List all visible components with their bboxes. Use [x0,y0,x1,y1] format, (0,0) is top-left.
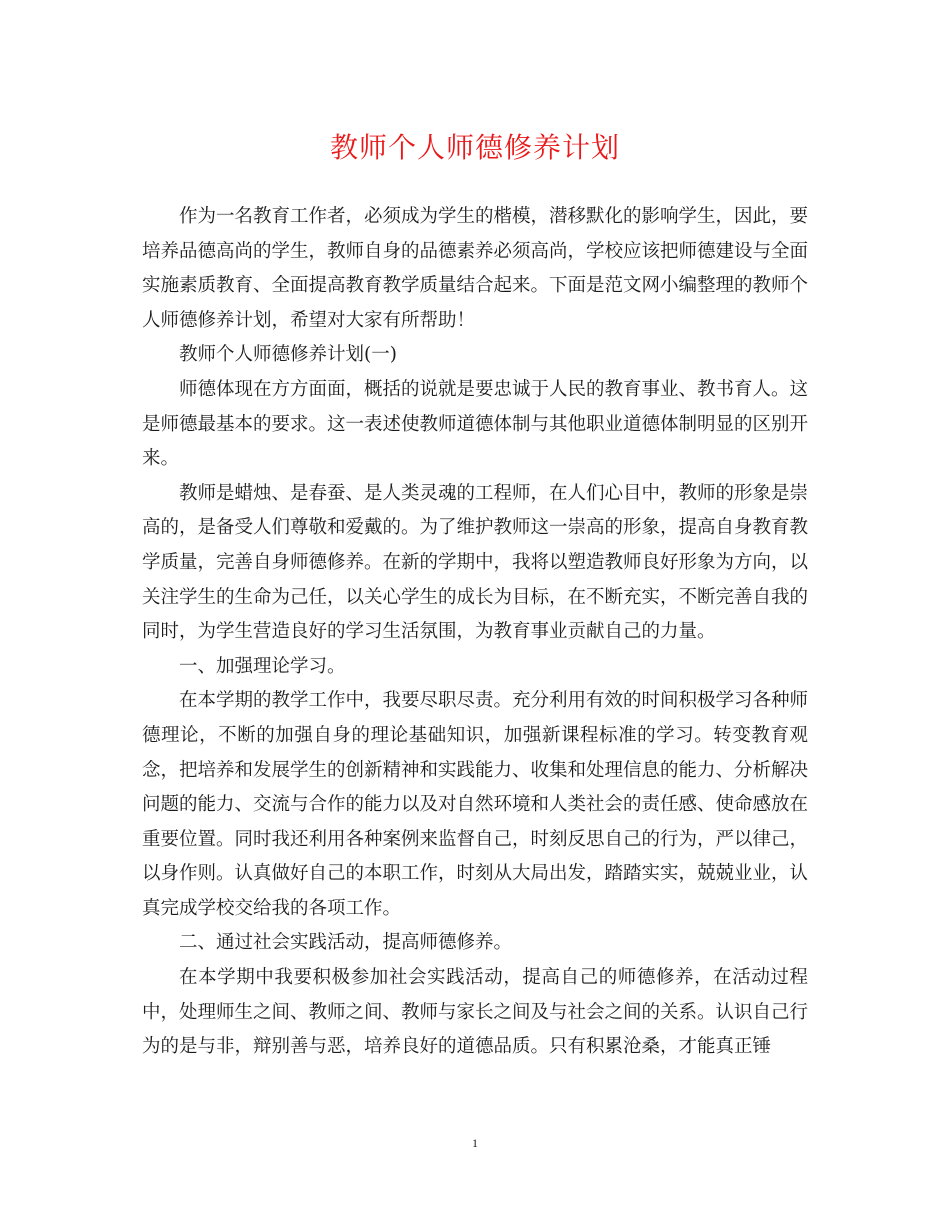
paragraph-intro: 作为一名教育工作者，必须成为学生的楷模，潜移默化的影响学生，因此，要培养品德高尚的学生，教师自身的品德素养必须高尚，学校应该把师德建设与全面实施素质教育、全面提高教育教学质量结合起来。下面是范文网小编整理的教师个人师德修养计划，希望对大家有所帮助！ [142,206,809,331]
document-body [142,200,808,1065]
paragraph-social-practice: 在本学期中我要积极参加社会实践活动，提高自己的师德修养，在活动过程中，处理师生之间、教师之间、教师与家长之间及与社会之间的关系。认识自己行为的是与非，辩别善与恶，培养良好的道德品质。只有积累沧桑，才能真正锤 [142,967,809,1058]
section-heading-theory-study: 一、加强理论学习。 [179,655,346,677]
paragraph-ethics-overview: 师德体现在方方面面，概括的说就是要忠诚于人民的教育事业、教书育人。这是师德最基本的要求。这一表述使教师道德体制与其他职业道德体制明显的区别开来。 [142,378,809,470]
paragraph-theory-study: 在本学期的教学工作中，我要尽职尽责。充分利用有效的时间积极学习各种师德理论，不断的加强自身的理论基础知识，加强新课程标准的学习。转变教育观念，把培养和发展学生的创新精神和实践能力、收集和处理信息的能力、分析解决问题的能力、交流与合作的能力以及对自然环境和人类社会的责任感、使命感放在重要位置。同时我还利用各种案例来监督自己，时刻反思自己的行为，严以律己，以身作则。认真做好自己的本职工作，时刻从大局出发，踏踏实实，兢兢业业，认真完成学校交给我的各项工作。 [142,690,809,919]
page-number: 1 [472,1136,478,1150]
paragraph-plan-heading: 教师个人师德修养计划(一) [179,344,397,366]
document-title: 教师个人师德修养计划 [329,131,620,164]
section-heading-social-practice: 二、通过社会实践活动，提高师德修养。 [179,932,513,954]
paragraph-teacher-image: 教师是蜡烛、是春蚕、是人类灵魂的工程师，在人们心目中，教师的形象是崇高的，是备受人们尊敬和爱戴的。为了维护教师这一崇高的形象，提高自身教育教学质量，完善自身师德修养。在新的学期中，我将以塑造教师良好形象为方向，以关注学生的生命为己任，以关心学生的成长为目标，在不断充实，不断完善自我的同时，为学生营造良好的学习生活氛围，为教育事业贡献自己的力量。 [142,482,809,643]
